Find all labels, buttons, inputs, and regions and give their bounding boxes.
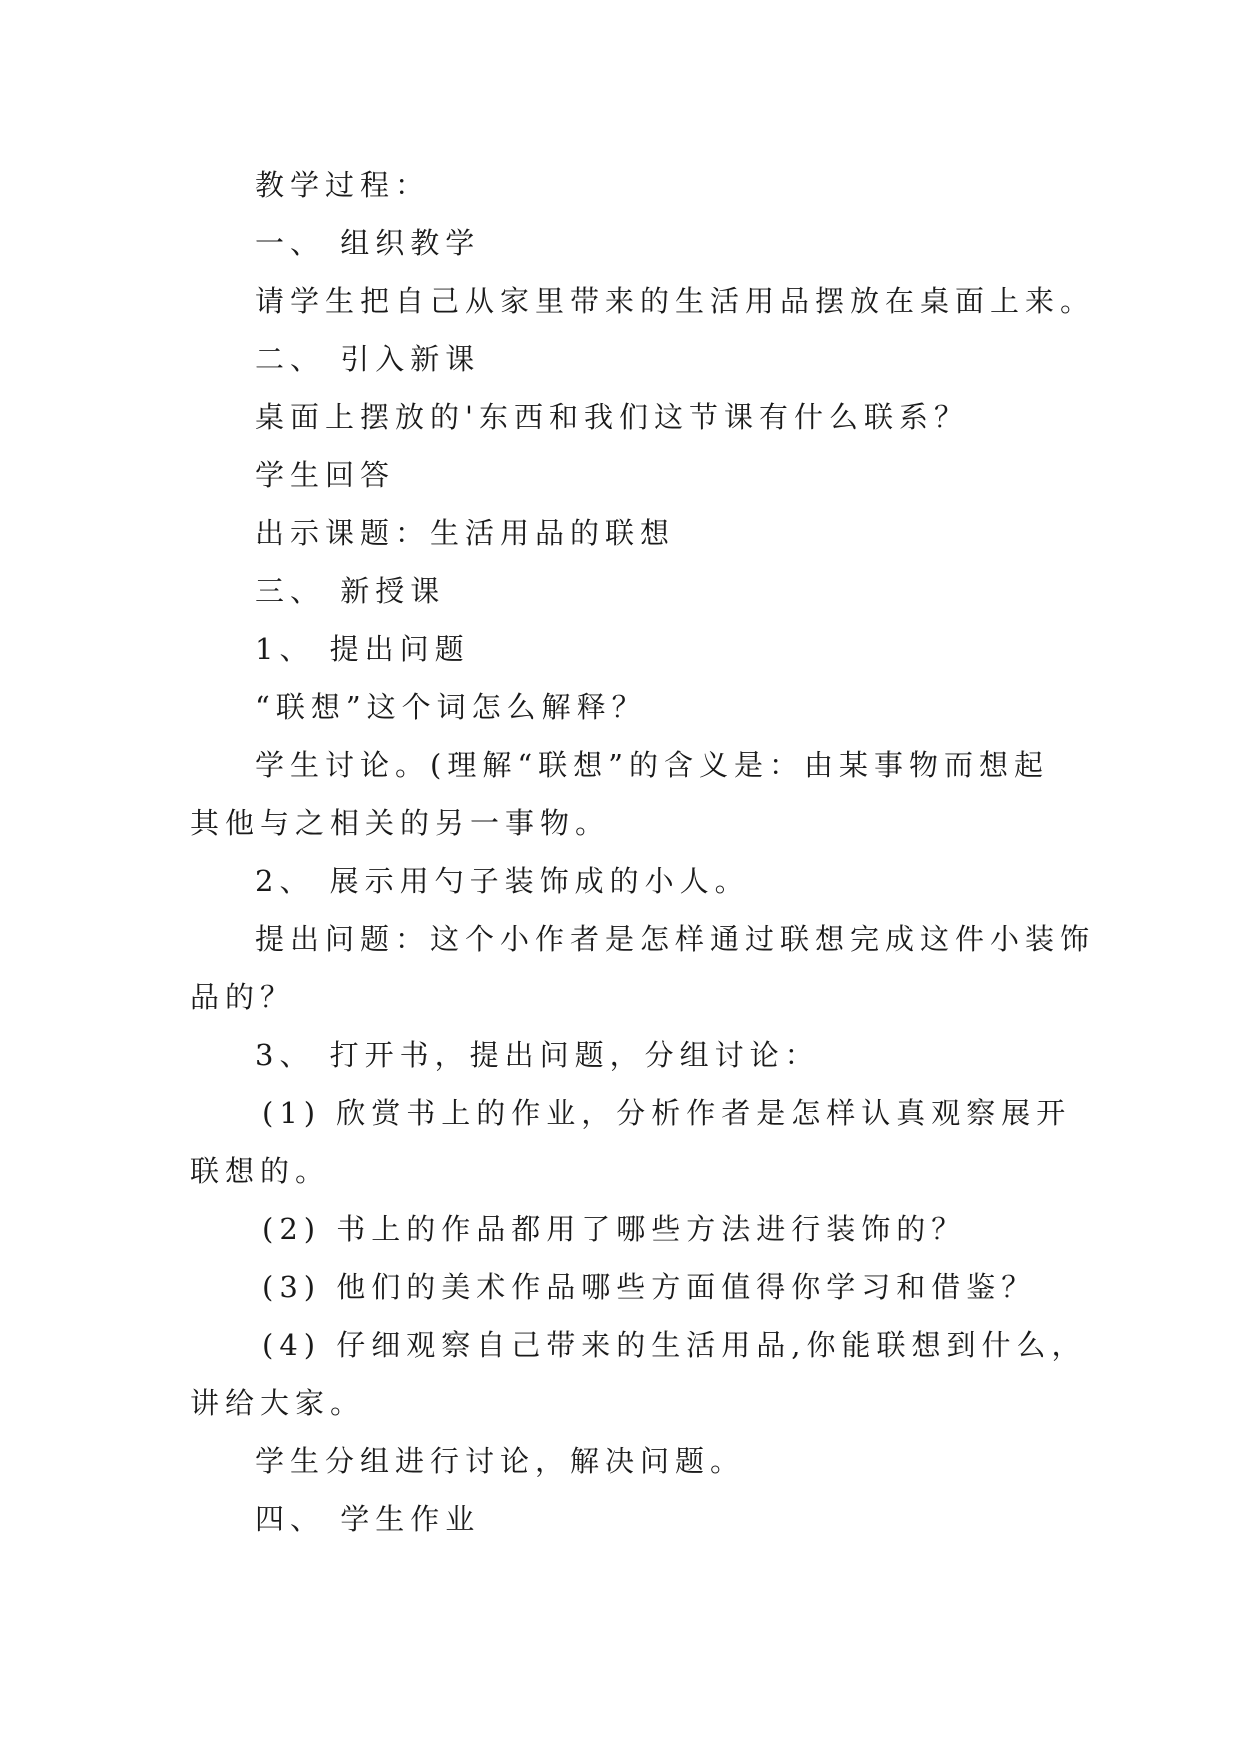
paragraph-line: 出示课题：生活用品的联想: [255, 516, 676, 550]
section-one-heading: 一、 组织教学: [255, 226, 481, 260]
sub-item: (4) 仔细观察自己带来的生活用品,你能联想到什么，: [262, 1328, 1087, 1362]
paragraph-line: 学生讨论。(理解“联想”的含义是：由某事物而想起: [255, 748, 1049, 782]
paragraph-line: 讲给大家。: [190, 1386, 366, 1420]
paragraph-line: 其他与之相关的另一事物。: [190, 806, 611, 840]
paragraph-line: 联想的。: [190, 1154, 331, 1188]
paragraph-line: 品的？: [190, 980, 296, 1014]
paragraph-line: 学生分组进行讨论，解决问题。: [255, 1444, 746, 1478]
section-four-heading: 四、 学生作业: [255, 1502, 481, 1536]
paragraph-line: 提出问题：这个小作者是怎样通过联想完成这件小装饰: [255, 922, 1096, 956]
section-two-heading: 二、 引入新课: [255, 342, 481, 376]
sub-item: (3) 他们的美术作品哪些方面值得你学习和借鉴？: [262, 1270, 1037, 1304]
paragraph-line: 请学生把自己从家里带来的生活用品摆放在桌面上来。: [255, 284, 1096, 318]
numbered-item: 3、 打开书，提出问题，分组讨论：: [255, 1038, 820, 1072]
paragraph-line: 学生回答: [255, 458, 396, 492]
sub-item: (1) 欣赏书上的作业，分析作者是怎样认真观察展开: [262, 1096, 1072, 1130]
paragraph-line: 桌面上摆放的'东西和我们这节课有什么联系？: [255, 400, 969, 434]
paragraph-line: “联想”这个词怎么解释？: [255, 690, 647, 724]
section-three-heading: 三、 新授课: [255, 574, 446, 608]
sub-item: (2) 书上的作品都用了哪些方法进行装饰的？: [262, 1212, 967, 1246]
numbered-item: 2、 展示用勺子装饰成的小人。: [255, 864, 750, 898]
numbered-item: 1、 提出问题: [255, 632, 470, 666]
heading-teaching-process: 教学过程：: [255, 168, 431, 202]
